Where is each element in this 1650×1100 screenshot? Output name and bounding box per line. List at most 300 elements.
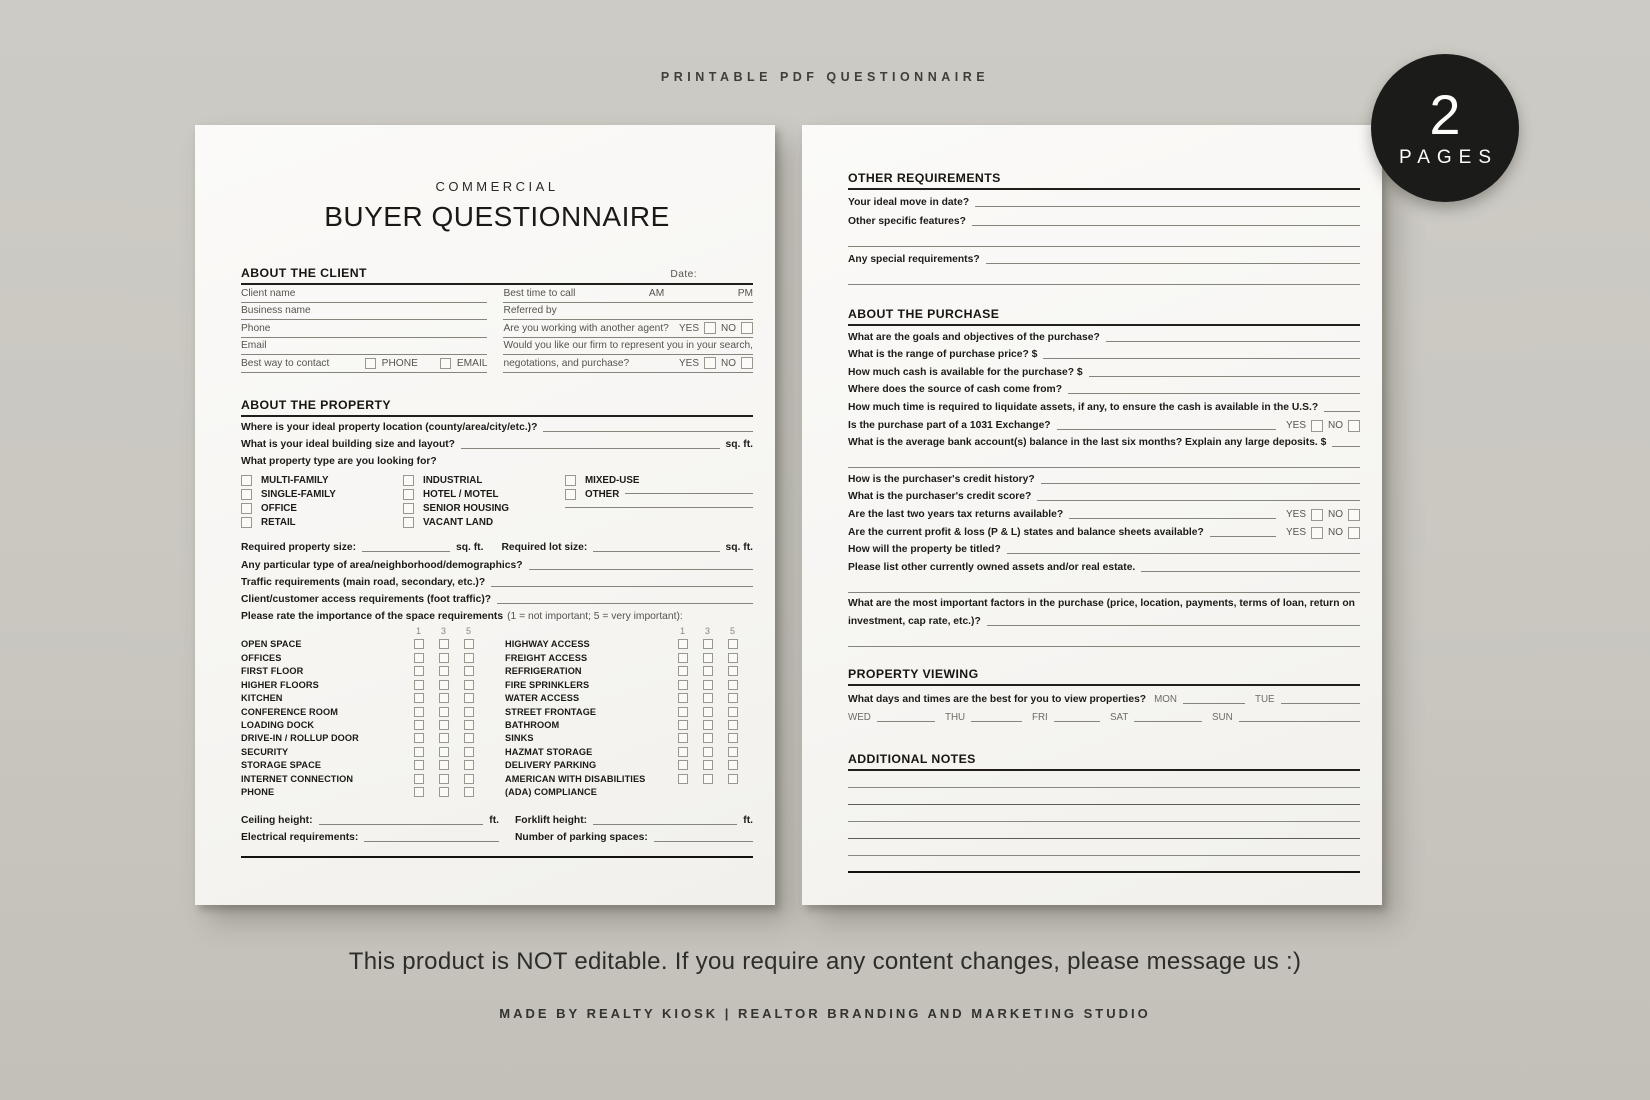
rating-checkbox[interactable] [414, 693, 424, 703]
write-line[interactable] [1210, 535, 1276, 537]
write-line[interactable] [1068, 392, 1360, 394]
type-checkbox[interactable] [403, 517, 414, 528]
write-line[interactable] [971, 720, 1022, 722]
question-area-demographics [241, 554, 753, 571]
type-checkbox[interactable] [241, 503, 252, 514]
day-label-fri: FRI [1032, 711, 1048, 723]
field-represent-line2[interactable] [503, 355, 753, 373]
sqft-label: sq. ft. [456, 542, 484, 554]
rating-checkbox[interactable] [728, 680, 738, 690]
rating-checkbox[interactable] [439, 747, 449, 757]
rating-item-label: BATHROOM [505, 719, 560, 730]
question-owned-assets [848, 556, 1360, 574]
rating-item-label: SECURITY [241, 746, 289, 757]
rating-item-label: (ADA) COMPLIANCE [505, 787, 597, 798]
rating-item-label: STREET FRONTAGE [505, 706, 597, 717]
write-line[interactable] [654, 840, 753, 842]
question-label: Required lot size: [501, 542, 588, 554]
question-label: What are the goals and objectives of the purchase? [848, 331, 1100, 343]
rating-item-label: HAZMAT STORAGE [505, 746, 593, 757]
type-checkbox[interactable] [565, 475, 576, 486]
rating-item-label: INTERNET CONNECTION [241, 773, 354, 784]
write-line[interactable] [986, 262, 1360, 264]
rating-checkbox[interactable] [678, 733, 688, 743]
rating-checkbox[interactable] [703, 720, 713, 730]
field-label: Best way to contact [241, 357, 330, 369]
write-line-blank[interactable] [848, 574, 1360, 593]
rating-checkbox[interactable] [464, 787, 474, 797]
write-line[interactable] [1037, 499, 1360, 501]
property-type-col1 [241, 474, 403, 529]
yes-checkbox[interactable] [704, 357, 716, 369]
field-referred-by[interactable] [503, 303, 753, 321]
question-electrical [241, 827, 499, 844]
rating-checkbox[interactable] [464, 666, 474, 676]
rating-checkbox[interactable] [728, 639, 738, 649]
day-cell-fri [1032, 711, 1110, 724]
yes-label: YES [1285, 527, 1306, 539]
rating-checkbox[interactable] [439, 680, 449, 690]
rating-checkbox[interactable] [703, 733, 713, 743]
type-industrial [403, 474, 565, 488]
section-other-requirements-heading: OTHER REQUIREMENTS [848, 171, 1001, 185]
type-label: OFFICE [261, 503, 297, 515]
rating-checkbox[interactable] [728, 774, 738, 784]
contact-phone-option: PHONE [381, 357, 418, 369]
write-line[interactable] [364, 840, 499, 842]
type-checkbox[interactable] [403, 503, 414, 514]
question-cash-available [848, 361, 1360, 379]
rating-checkbox[interactable] [678, 760, 688, 770]
rating-checkbox[interactable] [414, 774, 424, 784]
sqft-label: sq. ft. [725, 542, 753, 554]
question-goals [848, 326, 1360, 344]
page1-end-rule [241, 856, 753, 858]
rating-checkbox[interactable] [439, 639, 449, 649]
rating-item-label: SINKS [505, 733, 534, 744]
write-line[interactable] [543, 430, 753, 432]
section-about-property-heading: ABOUT THE PROPERTY [241, 397, 391, 412]
rating-checkbox[interactable] [703, 653, 713, 663]
contact-email-checkbox[interactable] [440, 358, 451, 369]
rating-row [241, 732, 489, 745]
rating-checkbox[interactable] [414, 680, 424, 690]
scale-3: 3 [705, 625, 711, 636]
field-label: Business name [241, 305, 311, 317]
type-label: VACANT LAND [423, 516, 494, 528]
no-label: NO [1328, 420, 1343, 432]
write-line[interactable] [1324, 410, 1360, 412]
rating-checkbox[interactable] [464, 680, 474, 690]
type-label: RETAIL [261, 516, 296, 528]
write-line[interactable] [319, 823, 484, 825]
write-line[interactable] [972, 224, 1360, 226]
write-line[interactable] [1043, 357, 1360, 359]
question-specific-features [848, 209, 1360, 228]
rating-checkbox[interactable] [414, 747, 424, 757]
pm-label: PM [737, 287, 753, 299]
scale-5: 5 [730, 625, 736, 636]
section-additional-notes-heading: ADDITIONAL NOTES [848, 751, 976, 766]
yes-checkbox[interactable] [1311, 420, 1323, 432]
write-line[interactable] [1183, 702, 1245, 704]
question-label: Electrical requirements: [241, 832, 359, 844]
property-type-grid [241, 474, 753, 529]
rating-checkbox[interactable] [414, 707, 424, 717]
question-special-requirements [848, 247, 1360, 266]
rating-left-half [241, 624, 489, 799]
field-label: Referred by [503, 305, 557, 317]
type-checkbox[interactable] [565, 489, 576, 500]
question-label: Is the purchase part of a 1031 Exchange? [848, 419, 1051, 431]
field-another-agent[interactable] [503, 320, 753, 338]
write-line[interactable] [1106, 340, 1360, 342]
write-line[interactable] [529, 568, 754, 570]
question-price-range [848, 344, 1360, 362]
write-line[interactable] [1041, 482, 1360, 484]
rating-checkbox[interactable] [703, 666, 713, 676]
rating-row [241, 651, 489, 664]
rating-row [505, 718, 753, 731]
rating-item-label: OPEN SPACE [241, 639, 302, 650]
property-type-col3 [565, 474, 753, 529]
question-label: What are the most important factors in the purchase (price, location, payments, terms of loan, return on [848, 598, 1355, 610]
section-property-viewing [848, 667, 1360, 686]
write-line-blank[interactable] [848, 266, 1360, 285]
question-label: What is the range of purchase price? $ [848, 349, 1038, 361]
rating-checkbox[interactable] [464, 733, 474, 743]
rating-item-label: HIGHER FLOORS [241, 679, 319, 690]
rating-row [241, 638, 489, 651]
field-label: Are you working with another agent? [503, 322, 669, 334]
rating-row [241, 691, 489, 704]
maker-credit: MADE BY REALTY KIOSK | REALTOR BRANDING AND MARKETING STUDIO [499, 1006, 1151, 1021]
field-label: Best time to call [503, 287, 576, 299]
notes-line[interactable] [848, 839, 1360, 856]
write-line[interactable] [497, 602, 753, 604]
rating-checkbox[interactable] [728, 720, 738, 730]
no-label: NO [721, 357, 736, 369]
field-best-time-to-call[interactable] [503, 285, 753, 303]
yes-checkbox[interactable] [1311, 509, 1323, 521]
rating-checkbox[interactable] [678, 680, 688, 690]
rating-checkbox[interactable] [678, 720, 688, 730]
rating-checkbox[interactable] [414, 653, 424, 663]
field-label: negotations, and purchase? [503, 357, 630, 369]
rating-row [241, 772, 489, 785]
rating-checkbox[interactable] [464, 720, 474, 730]
question-important-factors-line2 [848, 610, 1360, 628]
rating-checkbox[interactable] [414, 733, 424, 743]
write-line-blank[interactable] [848, 449, 1360, 468]
question-viewing-days [848, 688, 1360, 706]
yes-label: YES [1285, 420, 1306, 432]
type-empty-row [565, 515, 753, 529]
type-label: MULTI-FAMILY [261, 475, 329, 487]
rating-checkbox[interactable] [464, 760, 474, 770]
day-cell-sat [1110, 711, 1212, 724]
type-retail [241, 515, 403, 529]
section-additional-notes [848, 752, 1360, 771]
rating-checkbox[interactable] [703, 693, 713, 703]
rating-item-label: AMERICAN WITH DISABILITIES [505, 773, 646, 784]
no-checkbox[interactable] [741, 322, 753, 334]
write-line-blank[interactable] [848, 228, 1360, 247]
write-line[interactable] [362, 550, 450, 552]
scale-5: 5 [466, 625, 472, 636]
no-label: NO [721, 322, 736, 334]
rating-checkbox[interactable] [414, 666, 424, 676]
rating-row [505, 678, 753, 691]
type-checkbox[interactable] [241, 517, 252, 528]
no-checkbox[interactable] [1348, 420, 1360, 432]
write-line[interactable] [1089, 375, 1360, 377]
notes-line[interactable] [848, 788, 1360, 805]
question-liquidate-assets [848, 396, 1360, 414]
question-label: Ceiling height: [241, 815, 313, 827]
write-line[interactable] [1332, 445, 1360, 447]
write-line[interactable] [461, 447, 720, 449]
rating-item-label: FIRE SPRINKLERS [505, 679, 590, 690]
rating-checkbox[interactable] [464, 693, 474, 703]
rating-scale-header [505, 624, 753, 637]
question-label: Where does the source of cash come from? [848, 384, 1062, 396]
rating-checkbox[interactable] [439, 707, 449, 717]
rating-row [241, 678, 489, 691]
pages-count-badge [1371, 54, 1519, 202]
question-label: What days and times are the best for you to view properties? [848, 693, 1147, 705]
write-line[interactable] [1281, 702, 1360, 704]
question-bank-balance [848, 432, 1360, 450]
rating-checkbox[interactable] [703, 760, 713, 770]
question-label: What property type are you looking for? [241, 456, 437, 468]
rating-checkbox[interactable] [728, 707, 738, 717]
write-line-blank[interactable] [848, 628, 1360, 647]
question-label: Your ideal move in date? [848, 197, 970, 208]
question-label: How is the purchaser's credit history? [848, 473, 1035, 485]
day-cell-wed [848, 711, 945, 724]
day-label-mon: MON [1154, 693, 1177, 705]
type-checkbox[interactable] [403, 475, 414, 486]
type-checkbox[interactable] [241, 475, 252, 486]
rating-row [505, 638, 753, 651]
question-ceiling-height [241, 810, 499, 827]
rating-checkbox[interactable] [464, 774, 474, 784]
question-foot-traffic [241, 589, 753, 606]
question-credit-score [848, 486, 1360, 504]
instruction-bold: Please rate the importance of the space requirements [241, 611, 504, 623]
rating-checkbox[interactable] [728, 747, 738, 757]
rating-checkbox[interactable] [464, 747, 474, 757]
rating-checkbox[interactable] [439, 653, 449, 663]
write-line[interactable] [1134, 720, 1202, 722]
form-title: BUYER QUESTIONNAIRE [324, 201, 670, 232]
rating-checkbox[interactable] [728, 666, 738, 676]
type-checkbox[interactable] [403, 489, 414, 500]
rating-right-half [505, 624, 753, 799]
type-other-extra [565, 502, 753, 516]
question-building-size [241, 434, 753, 451]
rating-item-label: FIRST FLOOR [241, 666, 304, 677]
type-single-family [241, 488, 403, 502]
yes-checkbox[interactable] [1311, 527, 1323, 539]
client-columns [241, 285, 753, 373]
rating-item-label: CONFERENCE ROOM [241, 706, 338, 717]
question-label: Traffic requirements (main road, secondary, etc.)? [241, 576, 486, 588]
write-line[interactable] [975, 205, 1360, 207]
rating-checkbox[interactable] [703, 639, 713, 649]
rating-row [505, 665, 753, 678]
field-best-way-to-contact[interactable] [241, 355, 487, 373]
write-line[interactable] [1054, 720, 1100, 722]
rating-checkbox[interactable] [439, 774, 449, 784]
no-checkbox[interactable] [1348, 509, 1360, 521]
no-checkbox[interactable] [1348, 527, 1360, 539]
rating-checkbox[interactable] [728, 733, 738, 743]
day-label-sun: SUN [1212, 711, 1233, 723]
no-checkbox[interactable] [741, 357, 753, 369]
yes-no-group [1286, 527, 1360, 539]
rating-checkbox[interactable] [439, 760, 449, 770]
write-line[interactable] [1007, 552, 1360, 554]
write-line[interactable] [1069, 517, 1276, 519]
rating-scale-header [241, 624, 489, 637]
question-label: Any particular type of area/neighborhood/demographics? [241, 559, 523, 571]
badge-number: 2 [1429, 83, 1461, 146]
rating-checkbox[interactable] [703, 747, 713, 757]
notes-line[interactable] [848, 771, 1360, 788]
rating-checkbox[interactable] [414, 760, 424, 770]
banner-title: PRINTABLE PDF QUESTIONNAIRE [660, 70, 990, 84]
write-line[interactable] [1057, 428, 1276, 430]
question-1031-exchange [848, 414, 1360, 432]
rating-row [241, 718, 489, 731]
write-line[interactable] [565, 506, 753, 508]
yes-label: YES [678, 322, 699, 334]
rating-row [505, 705, 753, 718]
write-line[interactable] [491, 585, 753, 587]
question-label: Where is your ideal property location (county/area/city/etc.)? [241, 421, 538, 433]
type-checkbox[interactable] [241, 489, 252, 500]
write-line[interactable] [1239, 720, 1360, 722]
notes-line[interactable] [848, 822, 1360, 839]
yes-no-group [679, 322, 753, 334]
sqft-label: sq. ft. [725, 438, 753, 450]
question-property-titled [848, 539, 1360, 557]
rating-checkbox[interactable] [414, 787, 424, 797]
rating-checkbox[interactable] [414, 720, 424, 730]
section-about-purchase-heading: ABOUT THE PURCHASE [848, 307, 1000, 321]
notes-line[interactable] [848, 805, 1360, 822]
rating-row [241, 705, 489, 718]
section-property-viewing-heading: PROPERTY VIEWING [848, 666, 979, 681]
rating-checkbox[interactable] [703, 774, 713, 784]
scale-3: 3 [441, 625, 447, 636]
rating-checkbox[interactable] [678, 774, 688, 784]
no-label: NO [1328, 527, 1343, 539]
question-label: Are the last two years tax returns available? [848, 508, 1064, 520]
badge-pages-label: PAGES [1398, 147, 1499, 168]
question-important-factors-line1 [848, 593, 1360, 611]
question-parking-spaces [515, 827, 753, 844]
rating-checkbox[interactable] [439, 693, 449, 703]
rating-checkbox[interactable] [678, 653, 688, 663]
field-label: Email [241, 340, 267, 352]
write-line[interactable] [625, 492, 753, 494]
rating-checkbox[interactable] [439, 720, 449, 730]
ft-label: ft. [489, 815, 499, 827]
write-line[interactable] [877, 720, 935, 722]
question-label: Other specific features? [848, 216, 966, 227]
question-label: investment, cap rate, etc.)? [848, 615, 981, 627]
notes-line-end[interactable] [848, 856, 1360, 873]
rating-checkbox[interactable] [464, 639, 474, 649]
question-label: What is the average bank account(s) balance in the last six months? Explain any large deposits. $ [848, 437, 1327, 449]
type-label: SENIOR HOUSING [423, 503, 510, 515]
rating-checkbox[interactable] [678, 707, 688, 717]
rating-checkbox[interactable] [703, 707, 713, 717]
question-label: How much cash is available for the purchase? $ [848, 366, 1083, 378]
question-label: Are the current profit & loss (P & L) states and balance sheets available? [848, 526, 1204, 538]
field-business-name[interactable] [241, 303, 487, 321]
rating-checkbox[interactable] [703, 680, 713, 690]
rating-checkbox[interactable] [678, 639, 688, 649]
rating-checkbox[interactable] [439, 733, 449, 743]
field-phone[interactable] [241, 320, 487, 338]
rating-checkbox[interactable] [464, 707, 474, 717]
section-about-purchase [848, 307, 1360, 326]
rating-row [505, 759, 753, 772]
field-label: Phone [241, 322, 271, 334]
rating-checkbox[interactable] [728, 760, 738, 770]
rating-checkbox[interactable] [439, 787, 449, 797]
write-line[interactable] [987, 624, 1360, 626]
field-client-name[interactable] [241, 285, 487, 303]
field-represent-line1[interactable] [503, 338, 753, 356]
question-required-sizes [241, 537, 753, 554]
day-cell-thu [945, 711, 1032, 724]
rating-checkbox[interactable] [414, 639, 424, 649]
type-vacant-land [403, 515, 565, 529]
question-label: What is the purchaser's credit score? [848, 491, 1032, 503]
contact-phone-checkbox[interactable] [365, 358, 376, 369]
rating-checkbox[interactable] [678, 747, 688, 757]
write-line[interactable] [1141, 570, 1360, 572]
am-label: AM [648, 287, 665, 299]
rating-checkbox[interactable] [728, 653, 738, 663]
question-forklift-height [515, 810, 753, 827]
requirements-row [241, 827, 753, 844]
rating-checkbox[interactable] [678, 693, 688, 703]
field-email[interactable] [241, 338, 487, 356]
no-label: NO [1328, 509, 1343, 521]
rating-checkbox[interactable] [728, 693, 738, 703]
write-line[interactable] [593, 550, 719, 552]
day-label-tue: TUE [1254, 693, 1275, 705]
rating-checkbox[interactable] [678, 666, 688, 676]
rating-item-label: DRIVE-IN / ROLLUP DOOR [241, 733, 359, 744]
questionnaire-page-1 [195, 125, 775, 905]
type-label: HOTEL / MOTEL [423, 489, 499, 501]
client-left-column [241, 285, 487, 373]
rating-row-ada-continuation [505, 785, 753, 798]
write-line[interactable] [593, 823, 737, 825]
rating-checkbox[interactable] [464, 653, 474, 663]
rating-row [241, 665, 489, 678]
rating-checkbox[interactable] [439, 666, 449, 676]
day-cell-sun [1212, 711, 1360, 724]
yes-checkbox[interactable] [704, 322, 716, 334]
